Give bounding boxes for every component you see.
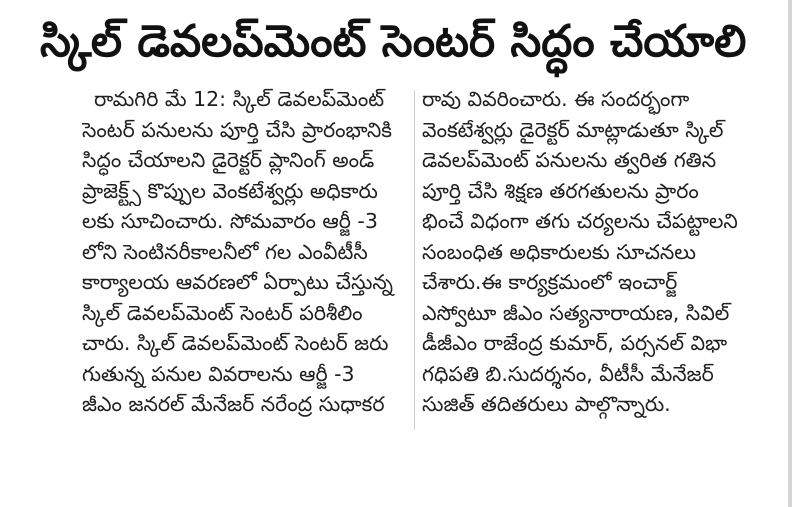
text-line: చేశారు.ఈ కార్యక్రమంలో ఇంచార్జ్ — [422, 270, 678, 294]
text-line: సుజిత్ తదితరులు పాల్గొన్నారు. — [422, 392, 671, 416]
text-line: రామగిరి మే 12: స్కిల్ డెవలప్‌మెంట్ — [94, 87, 385, 111]
article-column-left — [82, 84, 410, 420]
page-edge — [788, 0, 792, 507]
text-line: సెంటర్ పనులను పూర్తి చేసి ప్రారంభానికి — [82, 117, 392, 142]
text-line: డెవలప్‌మెంట్ పనులను త్వరిత గతిన — [422, 148, 717, 172]
text-line: ఎస్వోటూ జీఎం సత్యనారాయణ, సివిల్ — [422, 300, 730, 325]
text-line: జీఎం జనరల్ మేనేజర్ నరేంద్ర సుధాకర — [82, 392, 385, 416]
text-line: లకు సూచించారు. సోమవారం ఆర్జీ -3 — [82, 209, 378, 233]
text-line: చారు. స్కిల్ డెవలప్‌మెంట్ సెంటర్ జరు — [82, 331, 389, 355]
headline: స్కిల్ డెవలప్‌మెంట్ సెంటర్ సిద్ధం చేయాలి — [40, 16, 747, 67]
text-line: సిద్ధం చేయాలని డైరెక్టర్ ప్లానింగ్ అండ్ — [82, 148, 375, 172]
text-line: గుతున్న పనుల వివరాలను ఆర్జీ -3 — [82, 361, 355, 386]
text-line: సంబంధిత అధికారులకు సూచనలు — [422, 239, 696, 264]
text-line: గధిపతి బి.సుదర్శనం, వీటీసీ మేనేజర్ — [422, 361, 714, 386]
text-line: వెంకటేశ్వర్లు డైరెక్టర్ మాట్లాడుతూ స్కిల్ — [422, 117, 724, 142]
text-line: స్కిల్ డెవలప్‌మెంట్ సెంటర్ పరిశీలిం — [82, 300, 363, 325]
text-line: లోని సెంటినరీకాలనీలో గల ఎంవీటీసీ — [82, 239, 368, 264]
text-line: రావు వివరించారు. ఈ సందర్భంగా — [422, 87, 690, 111]
column-divider — [414, 90, 415, 430]
article-column-right — [422, 84, 744, 420]
text-line: కార్యాలయ ఆవరణలో ఏర్పాటు చేస్తున్న — [82, 270, 393, 294]
text-line: డీజీఎం రాజేంద్ర కుమార్, పర్సనల్ విభా — [422, 331, 728, 355]
text-line: ప్రాజెక్ట్స్ కొప్పుల వెంకటేశ్వర్లు అధికారు — [82, 178, 378, 203]
text-line: పూర్తి చేసి శిక్షణ తరగతులను ప్రారం — [422, 178, 699, 203]
text-line: భించే విధంగా తగు చర్యలను చేపట్టాలని — [422, 209, 738, 233]
